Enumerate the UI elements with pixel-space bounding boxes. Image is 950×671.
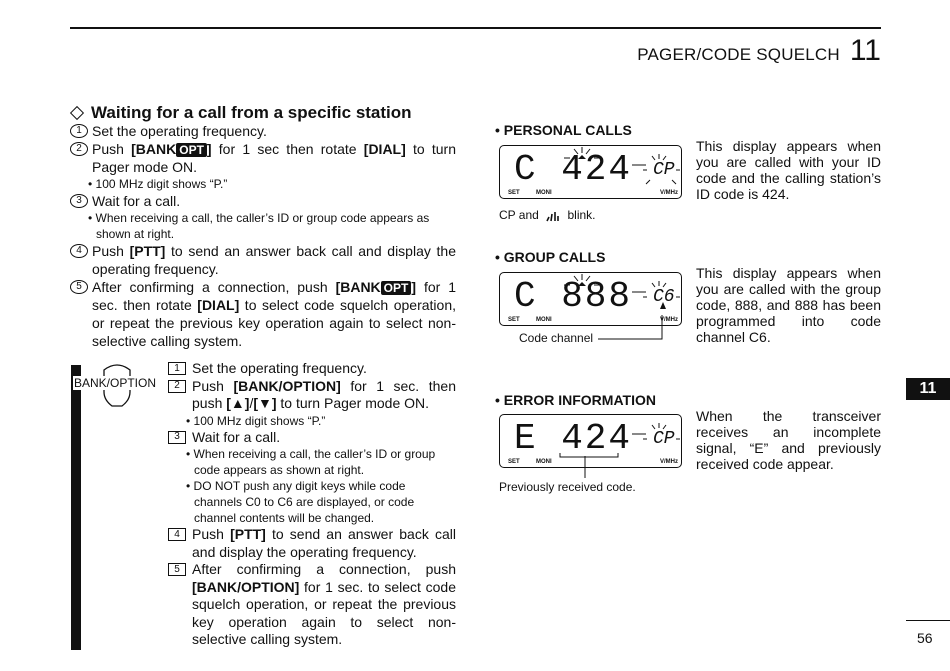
lcd-main-readout: E 424 (514, 418, 633, 459)
remote-section-bar (71, 365, 81, 650)
remote-step-3-note-2: • DO NOT push any digit keys while code channels C0 to C6 are displayed, or code channel contents will be changed. (186, 479, 415, 525)
code-channel-caption: Code channel (519, 331, 594, 345)
personal-calls-description: This display appears when you are called with your ID code and the calling station’s ID code is 424. (696, 138, 881, 202)
previous-code-caption: Previously received code. (499, 480, 636, 494)
group-calls-description: This display appears when you are called with the group code, 888, and 888 has been programmed into code channel C6. (696, 265, 881, 345)
step-2-note: • 100 MHz digit shows “P.” (88, 177, 228, 191)
main-steps (70, 122, 456, 350)
lcd-main-readout: C 424 (514, 149, 633, 190)
remote-step-3: 3 Wait for a call. (168, 429, 456, 447)
header-rule (70, 27, 881, 29)
remote-step-4: 4 Push [PTT] to send an answer back call and display the operating frequency. (168, 526, 456, 561)
opt-badge: OPT (381, 281, 412, 295)
personal-calls-lcd: C 424 CP SET MONI V/MHz (499, 145, 682, 199)
step-3: 3 Wait for a call. (70, 192, 456, 210)
step-3-note: • When receiving a call, the caller’s ID or group code appears as shown at right. (88, 211, 430, 241)
page-header (637, 36, 881, 66)
remote-step-2: 2 Push [BANK/OPTION] for 1 sec. then push [▲]/[▼] to turn Pager mode ON. (168, 378, 456, 413)
bank-option-key-label: BANK/OPTION (74, 376, 157, 390)
page-number-rule (906, 620, 950, 621)
opt-badge: OPT (176, 143, 207, 157)
group-calls-lcd: C 888 C6 SET MONI V/MHz (499, 272, 682, 326)
chapter-title: PAGER/CODE SQUELCH (637, 45, 840, 64)
step-5: 5 After confirming a connection, push [BANK OPT ] for 1 sec. then rotate [DIAL] to select code squelch operation, or repeat the previous key operation again to select non-selective calling system. (70, 278, 456, 350)
lcd-side-readout: CP (653, 160, 675, 180)
lcd-main-readout: C 888 (514, 276, 633, 317)
error-information-title: • ERROR INFORMATION (495, 392, 656, 408)
chapter-number: 11 (849, 34, 881, 67)
lcd-side-readout: CP (653, 429, 675, 449)
step-4: 4 Push [PTT] to send an answer back call and display the operating frequency. (70, 242, 456, 278)
code-channel-pointer (598, 314, 668, 342)
group-calls-title: • GROUP CALLS (495, 249, 606, 265)
step-1: 1 Set the operating frequency. (70, 122, 456, 140)
previous-code-pointer (583, 456, 587, 478)
step-2: 2 Push [BANK OPT ] for 1 sec then rotate [DIAL] to turn Pager mode ON. (70, 140, 456, 176)
chapter-tab: 11 (906, 378, 950, 400)
section-heading: Waiting for a call from a specific station (70, 103, 412, 123)
remote-step-5: 5 After confirming a connection, push [BANK/OPTION] for 1 sec. to select code squelch operation, or repeat the previous key operation again to select non-selective calling system. (168, 561, 456, 649)
personal-calls-caption: CP and blink. (499, 208, 596, 222)
remote-step-2-note: • 100 MHz digit shows “P.” (186, 413, 326, 428)
error-information-lcd: E 424 CP SET MONI V/MHz (499, 414, 682, 468)
page-number: 56 (917, 630, 933, 646)
personal-calls-title: • PERSONAL CALLS (495, 122, 632, 138)
error-information-description: When the transceiver receives an incomplete signal, “E” and previously received code appear. (696, 408, 881, 472)
diamond-icon (70, 106, 84, 120)
remote-step-3-note-1: • When receiving a call, the caller’s ID or group code appears as shown at right. (186, 447, 436, 477)
lcd-side-readout: C6 (653, 287, 675, 307)
signal-icon (546, 210, 560, 222)
remote-step-1: 1 Set the operating frequency. (168, 360, 456, 378)
remote-steps (168, 360, 456, 649)
